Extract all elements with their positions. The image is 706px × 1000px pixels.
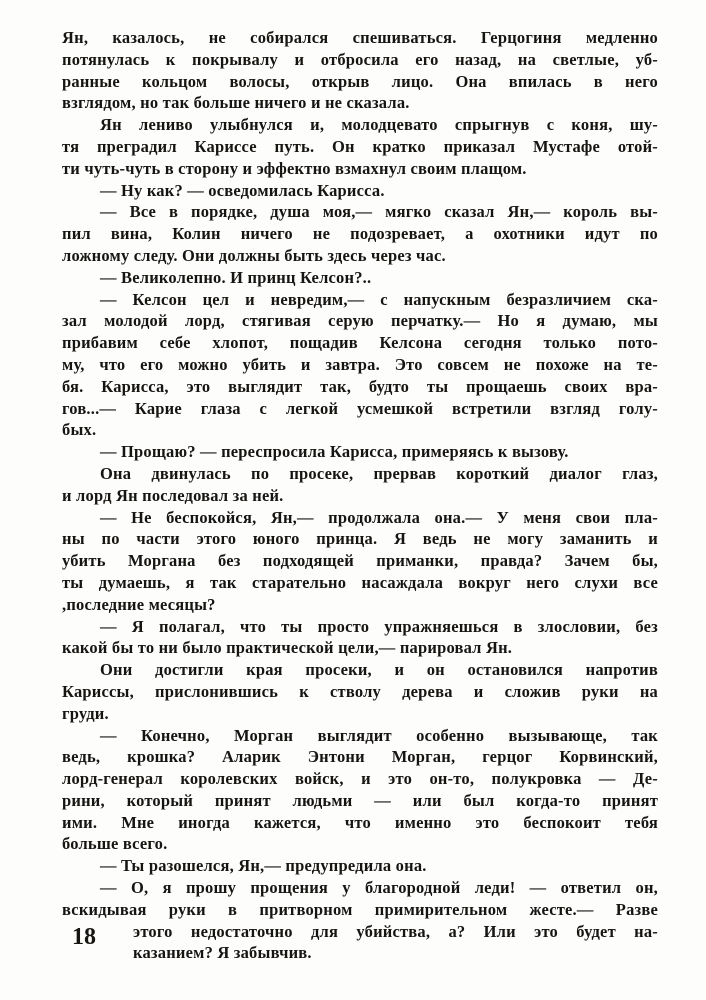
text-line: тя преградил Кариссе путь. Он кратко приказал Мустафе отой- <box>62 136 658 156</box>
text-line: прибавим себе хлопот, пощадив Келсона сегодня только пото- <box>62 333 658 353</box>
text-line: ты думаешь, я так старательно насаждала вокруг него слухи все <box>62 572 658 592</box>
text-column <box>62 27 658 964</box>
text-line: и лорд Ян последовал за ней. <box>62 485 284 505</box>
text-line: — Конечно, Морган выглядит особенно вызывающе, так <box>100 725 658 745</box>
text-line: — Ну как? — осведомилась Карисса. <box>100 180 385 200</box>
text-line: взглядом, но так больше ничего и не сказала. <box>62 93 410 113</box>
text-line: какой бы то ни было практической цели,— парировал Ян. <box>62 638 513 658</box>
text-line: — Не беспокойся, Ян,— продолжала она.— У меня свои пла- <box>100 507 658 527</box>
text-line: — Прощаю? — переспросила Карисса, примеряясь к вызову. <box>100 442 569 462</box>
text-line: — Все в порядке, душа моя,— мягко сказал Ян,— король вы- <box>100 202 658 222</box>
text-line: груди. <box>62 703 109 723</box>
text-line: Ян, казалось, не собирался спешиваться. Герцогиня медленно <box>62 28 658 47</box>
text-line: бя. Карисса, это выглядит так, будто ты прощаешь своих вра- <box>62 376 658 396</box>
text-line: ложному следу. Они должны быть здесь через час. <box>62 245 446 265</box>
page-number: 18 <box>72 924 96 950</box>
text-line: ,последние месяцы? <box>62 594 216 614</box>
text-line: — Великолепно. И принц Келсон?.. <box>100 267 372 287</box>
text-line: бых. <box>62 420 97 440</box>
text-line: убить Моргана без подходящей приманки, правда? Зачем бы, <box>62 551 658 571</box>
text-line: гов...— Карие глаза с легкой усмешкой встретили взгляд голу- <box>62 398 658 418</box>
text-line: этого недостаточно для убийства, а? Или это будет на- <box>133 921 658 941</box>
text-line: му, что его можно убить и завтра. Это совсем не похоже на те- <box>62 354 658 374</box>
text-line: ти чуть-чуть в сторону и эффектно взмахнул своим плащом. <box>62 158 527 178</box>
text-line: зал молодой лорд, стягивая серую перчатку.— Но я думаю, мы <box>62 311 658 331</box>
text-line: Ян лениво улыбнулся и, молодцевато спрыгнув с коня, шу- <box>100 115 658 135</box>
text-line: потянулась к покрывалу и отбросила его назад, на светлые, уб- <box>62 49 658 69</box>
text-line: вскидывая руки в притворном примирительном жесте.— Разве <box>62 899 658 919</box>
text-line: рини, который принят людьми — или был когда-то принят <box>62 790 658 810</box>
text-line: — Ты разошелся, Ян,— предупредила она. <box>100 856 427 876</box>
text-line: — Я полагал, что ты просто упражняешься в злословии, без <box>100 616 658 636</box>
text-line: — Келсон цел и невредим,— с напускным безразличием ска- <box>100 289 658 309</box>
text-line: Они достигли края просеки, и он остановился напротив <box>100 660 658 680</box>
text-line: казанием? Я забывчив. <box>133 943 312 963</box>
text-line: Она двинулась по просеке, прервав короткий диалог глаз, <box>100 463 658 483</box>
text-line: ны по части этого юного принца. Я ведь не могу заманить и <box>62 529 658 549</box>
text-line: пил вина, Колин ничего не подозревает, а охотники идут по <box>62 224 658 244</box>
text-line: ранные кольцом волосы, открыв лицо. Она впилась в него <box>62 71 658 91</box>
text-line: больше всего. <box>62 834 168 854</box>
text-line: Кариссы, прислонившись к стволу дерева и сложив руки на <box>62 681 658 701</box>
text-line: ими. Мне иногда кажется, что именно это беспокоит тебя <box>62 812 658 832</box>
text-line: лорд-генерал королевских войск, и это он-то, полукровка — Де- <box>62 769 658 789</box>
text-line: — О, я прошу прощения у благородной леди! — ответил он, <box>100 878 658 898</box>
text-line: ведь, крошка? Аларик Энтони Морган, герцог Корвинский, <box>62 747 658 767</box>
